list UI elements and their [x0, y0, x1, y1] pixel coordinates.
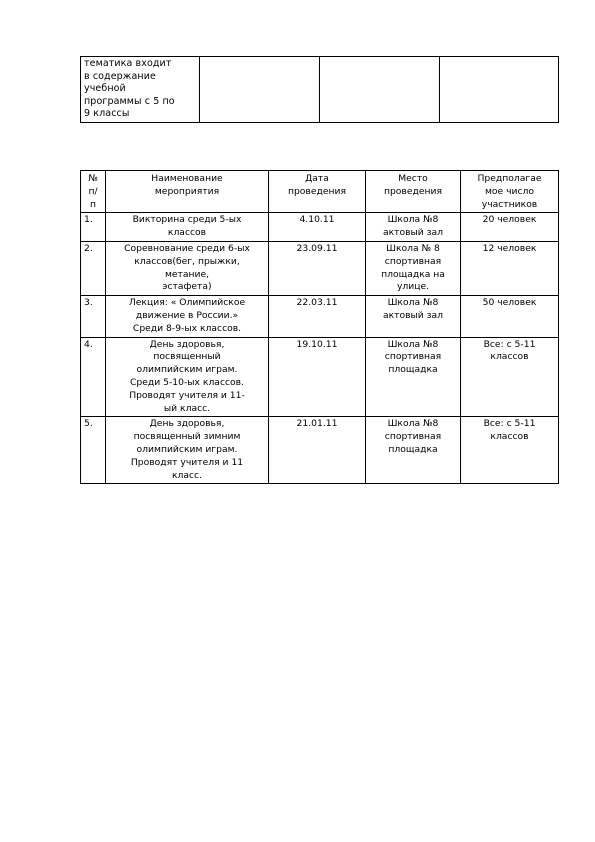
row-num: 1. [81, 213, 106, 242]
cell-line: тематика входит [84, 58, 172, 69]
events-table [80, 170, 559, 484]
row-num: 3. [81, 296, 106, 337]
event-place: Школа №8 актовый зал [366, 296, 461, 337]
empty-cell [440, 57, 559, 123]
event-participants: 12 человек [461, 241, 559, 295]
table-row [81, 337, 559, 417]
event-date: 21.01.11 [269, 417, 366, 484]
header-participants: Предполагае мое число участников [461, 171, 559, 213]
event-name: День здоровья, посвященный олимпийским играм. Среди 5-10-ых классов. Проводят учителя и 11- ый класс. [106, 337, 269, 417]
cell-line: в содержание [84, 70, 156, 82]
event-date: 22.03.11 [269, 296, 366, 337]
topic-description-cell [81, 57, 200, 123]
event-name: Викторина среди 5-ых классов [106, 213, 269, 242]
program-topics-table [80, 56, 559, 123]
table-row [81, 213, 559, 242]
event-name: Соревнование среди 6-ых классов(бег, прыжки, метание, эстафета) [106, 241, 269, 295]
cell-line: учебной [84, 83, 126, 94]
empty-cell [200, 57, 320, 123]
cell-line: 9 классы [84, 108, 130, 119]
table-row [81, 417, 559, 484]
event-name: День здоровья, посвященный зимним олимпийским играм. Проводят учителя и 11 класс. [106, 417, 269, 484]
event-place: Школа №8 актовый зал [366, 213, 461, 242]
header-num: № п/ п [81, 171, 106, 213]
event-date: 4.10.11 [269, 213, 366, 242]
table-row [81, 57, 559, 123]
header-row [81, 171, 559, 213]
event-name: Лекция: « Олимпийское движение в России.» Среди 8-9-ых классов. [106, 296, 269, 337]
table-row [81, 241, 559, 295]
event-participants: Все: с 5-11 классов [461, 417, 559, 484]
event-participants: 50 человек [461, 296, 559, 337]
event-place: Школа № 8 спортивная площадка на улице. [366, 241, 461, 295]
cell-line: программы с 5 по [84, 95, 175, 107]
event-participants: 20 человек [461, 213, 559, 242]
empty-cell [320, 57, 440, 123]
header-place: Место проведения [366, 171, 461, 213]
row-num: 2. [81, 241, 106, 295]
event-participants: Все: с 5-11 классов [461, 337, 559, 417]
table-row [81, 296, 559, 337]
header-date: Дата проведения [269, 171, 366, 213]
header-name: Наименование мероприятия [106, 171, 269, 213]
event-date: 23.09.11 [269, 241, 366, 295]
event-place: Школа №8 спортивная площадка [366, 337, 461, 417]
event-date: 19.10.11 [269, 337, 366, 417]
event-place: Школа №8 спортивная площадка [366, 417, 461, 484]
row-num: 4. [81, 337, 106, 417]
row-num: 5. [81, 417, 106, 484]
